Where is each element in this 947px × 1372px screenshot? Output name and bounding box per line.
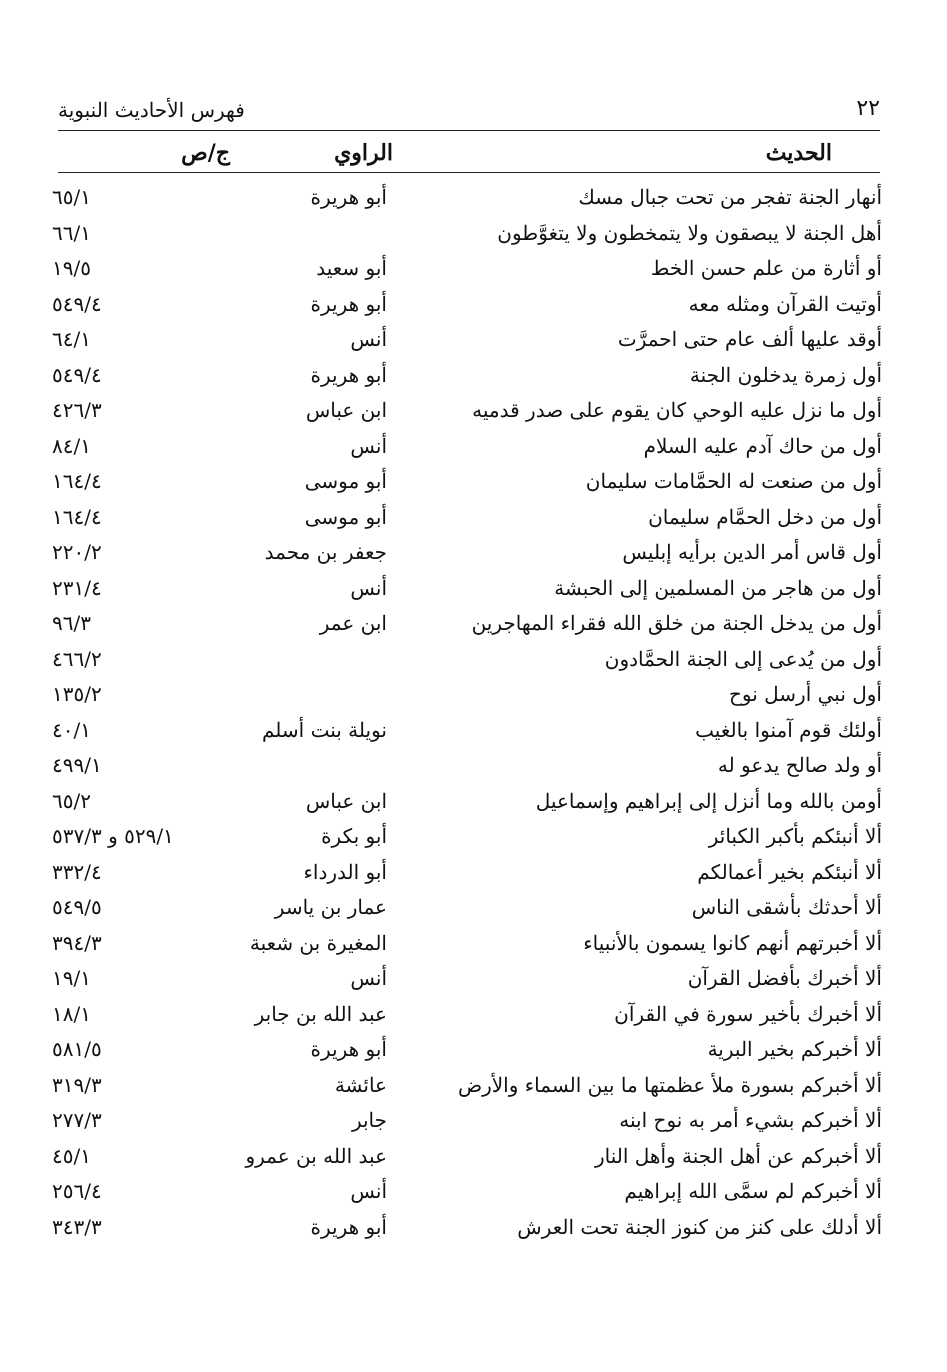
table-row — [0, 1106, 947, 1142]
volume-page-reference: ٤٠/١ — [52, 717, 91, 742]
hadith-text: أو أثارة من علم حسن الخط — [650, 256, 882, 280]
table-row — [0, 290, 947, 326]
table-row — [0, 325, 947, 361]
table-row — [0, 893, 947, 929]
table-row — [0, 183, 947, 219]
volume-page-reference: ١٨/١ — [52, 1001, 91, 1026]
volume-page-reference: ٨٤/١ — [52, 433, 91, 458]
hadith-text: ألا أخبركم عن أهل الجنة وأهل النار — [594, 1143, 882, 1168]
hadith-text: أومن بالله وما أنزل إلى إبراهيم وإسماعيل — [535, 788, 882, 813]
table-row — [0, 609, 947, 645]
volume-page-reference: ٣٤٣/٣ — [52, 1214, 102, 1239]
narrator: أبو بكرة — [321, 824, 387, 848]
table-row — [0, 858, 947, 894]
volume-page-reference: ٣٣٢/٤ — [52, 859, 102, 884]
hadith-text: ألا أنبئكم بخير أعمالكم — [697, 859, 882, 884]
volume-page-reference: ٥٤٩/٥ — [52, 895, 102, 919]
hadith-text: ألا أخبركم بشيء أمر به نوح ابنه — [619, 1108, 882, 1132]
index-title: فهرس الأحاديث النبوية — [58, 98, 245, 122]
hadith-text: أنهار الجنة تفجر من تحت جبال مسك — [578, 185, 882, 209]
table-row — [0, 1177, 947, 1213]
hadith-text: ألا أخبرك بأفضل القرآن — [687, 966, 882, 990]
table-row — [0, 574, 947, 610]
volume-page-reference: ٥٤٩/٤ — [52, 291, 102, 316]
volume-page-reference: ١٩/١ — [52, 966, 91, 990]
narrator: جعفر بن محمد — [264, 540, 387, 564]
narrator: أنس — [350, 966, 387, 990]
hadith-text: ألا أخبركم بسورة ملأ عظمتها ما بين السماء والأرض — [457, 1072, 882, 1097]
narrator: ابن عمر — [319, 611, 387, 635]
volume-page-reference: ١٣٥/٢ — [52, 682, 102, 706]
hadith-text: أول قاس أمر الدين برأيه إبليس — [622, 540, 882, 564]
table-row — [0, 361, 947, 397]
narrator: عبد الله بن عمرو — [245, 1143, 387, 1168]
hadith-text: ألا أخبركم لم سمَّى الله إبراهيم — [624, 1179, 882, 1203]
hadith-text: أولئك قوم آمنوا بالغيب — [695, 717, 882, 742]
narrator: جابر — [351, 1108, 387, 1132]
column-header-hadith: الحديث — [765, 140, 832, 166]
hadith-text: ألا أنبئكم بأكبر الكبائر — [708, 824, 882, 848]
volume-page-reference: ٥٤٩/٤ — [52, 362, 102, 387]
narrator: نويلة بنت أسلم — [261, 717, 387, 742]
narrator: أنس — [350, 1179, 387, 1203]
table-row — [0, 467, 947, 503]
volume-page-reference: ٢٥٦/٤ — [52, 1179, 102, 1203]
column-headers — [58, 136, 880, 173]
volume-page-reference: ٤٢٦/٣ — [52, 398, 102, 422]
narrator: أبو هريرة — [310, 185, 387, 209]
narrator: أبو الدرداء — [303, 859, 387, 884]
volume-page-reference: ١٩/٥ — [52, 256, 91, 280]
volume-page-reference: ١٦٤/٤ — [52, 504, 102, 529]
hadith-text: أول من صنعت له الحمَّامات سليمان — [585, 469, 882, 493]
table-row — [0, 1213, 947, 1249]
volume-page-reference: ٢٢٠/٢ — [52, 540, 102, 564]
volume-page-reference: ٦٥/٢ — [52, 788, 91, 813]
table-row — [0, 219, 947, 255]
volume-page-reference: ٤٥/١ — [52, 1143, 91, 1168]
hadith-text: أهل الجنة لا يبصقون ولا يتمخطون ولا يتغوَّطون — [497, 220, 882, 245]
table-row — [0, 787, 947, 823]
table-row — [0, 1035, 947, 1071]
table-row — [0, 751, 947, 787]
hadith-text: ألا أحدثك بأشقى الناس — [691, 895, 882, 919]
hadith-text: أوتيت القرآن ومثله معه — [688, 291, 882, 316]
narrator: أبو هريرة — [310, 1214, 387, 1239]
narrator: أنس — [350, 433, 387, 458]
narrator: أبو سعيد — [316, 256, 387, 280]
table-row — [0, 1000, 947, 1036]
hadith-text: أول زمرة يدخلون الجنة — [689, 362, 882, 387]
volume-page-reference: ٤٩٩/١ — [52, 753, 102, 777]
volume-page-reference: ٩٦/٣ — [52, 611, 91, 635]
hadith-text: أول من هاجر من المسلمين إلى الحبشة — [554, 575, 882, 600]
hadith-text: أو ولد صالح يدعو له — [717, 753, 882, 777]
volume-page-reference: ١٦٤/٤ — [52, 469, 102, 493]
narrator: أبو موسى — [304, 469, 387, 493]
volume-page-reference: ٤٦٦/٢ — [52, 646, 102, 671]
narrator: المغيرة بن شعبة — [249, 930, 387, 955]
table-row — [0, 538, 947, 574]
table-row — [0, 716, 947, 752]
hadith-text: أوقد عليها ألف عام حتى احمرَّت — [617, 327, 882, 351]
volume-page-reference: ٥٢٩/١ و ٥٣٧/٣ — [52, 824, 174, 848]
table-row — [0, 929, 947, 965]
narrator: عمار بن ياسر — [274, 895, 387, 919]
hadith-text: ألا أخبركم بخير البرية — [707, 1037, 882, 1061]
narrator: عبد الله بن جابر — [254, 1001, 387, 1026]
volume-page-reference: ٣١٩/٣ — [52, 1072, 102, 1097]
narrator: عائشة — [334, 1072, 387, 1097]
table-row — [0, 503, 947, 539]
hadith-text: أول ما نزل عليه الوحي كان يقوم على صدر قدميه — [472, 398, 882, 422]
table-row — [0, 1142, 947, 1178]
table-row — [0, 396, 947, 432]
hadith-text: أول من دخل الحمَّام سليمان — [648, 504, 882, 529]
table-row — [0, 432, 947, 468]
page-number: ٢٢ — [856, 96, 880, 121]
running-head — [58, 96, 880, 131]
volume-page-reference: ٦٤/١ — [52, 327, 91, 351]
table-row — [0, 645, 947, 681]
volume-page-reference: ٢٣١/٤ — [52, 575, 102, 600]
hadith-text: ألا أدلك على كنز من كنوز الجنة تحت العرش — [517, 1214, 882, 1239]
narrator: أبو موسى — [304, 504, 387, 529]
narrator: أنس — [350, 327, 387, 351]
hadith-text: ألا أخبرتهم أنهم كانوا يسمون بالأنبياء — [583, 930, 882, 955]
volume-page-reference: ٦٦/١ — [52, 220, 91, 245]
hadith-index-table — [0, 183, 947, 1248]
table-row — [0, 1071, 947, 1107]
narrator: ابن عباس — [305, 398, 387, 422]
narrator: أبو هريرة — [310, 1037, 387, 1061]
narrator: أنس — [350, 575, 387, 600]
narrator: أبو هريرة — [310, 362, 387, 387]
table-row — [0, 680, 947, 716]
table-row — [0, 822, 947, 858]
volume-page-reference: ٢٧٧/٣ — [52, 1108, 102, 1132]
hadith-text: ألا أخبرك بأخير سورة في القرآن — [614, 1001, 882, 1026]
table-row — [0, 964, 947, 1000]
narrator: أبو هريرة — [310, 291, 387, 316]
volume-page-reference: ٥٨١/٥ — [52, 1037, 102, 1061]
hadith-text: أول نبي أرسل نوح — [728, 682, 882, 706]
narrator: ابن عباس — [305, 788, 387, 813]
table-row — [0, 254, 947, 290]
column-header-reference: ج/ص — [181, 140, 230, 166]
hadith-text: أول من يدخل الجنة من خلق الله فقراء المهاجرين — [471, 611, 882, 635]
hadith-text: أول من يُدعى إلى الجنة الحمَّادون — [604, 646, 882, 671]
hadith-text: أول من حاك آدم عليه السلام — [643, 433, 882, 458]
volume-page-reference: ٣٩٤/٣ — [52, 930, 102, 955]
column-header-narrator: الراوي — [334, 140, 393, 166]
volume-page-reference: ٦٥/١ — [52, 185, 91, 209]
